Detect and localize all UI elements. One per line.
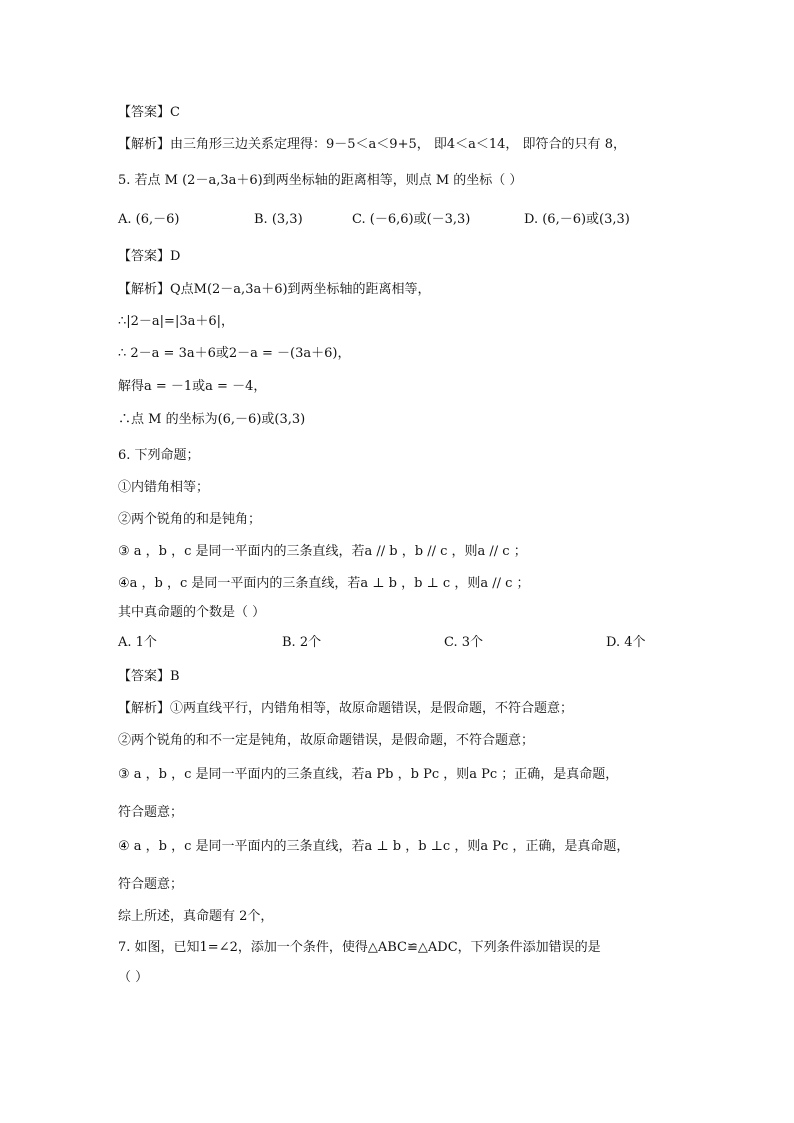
text-line-l6: 【解析】Q点M(2－a,3a＋6)到两坐标轴的距离相等， [118, 282, 431, 297]
option-q6d: D. 4个 [606, 635, 646, 650]
text-line-l3: 5. 若点 M (2－a,3a＋6)到两坐标轴的距离相等，则点 M 的坐标（ ） [118, 173, 523, 188]
text-line-l21: ③ a ，b ，c 是同一平面内的三条直线，若a Pb ，b Pc ，则a Pc ；正确，是真命题， [118, 767, 619, 782]
text-line-l19: 【解析】①两直线平行，内错角相等，故原命题错误，是假命题，不符合题意； [118, 701, 574, 716]
text-line-l11: 6. 下列命题； [118, 448, 200, 463]
text-line-l1: 【答案】C [118, 105, 180, 120]
text-line-l13: ②两个锐角的和是钝角； [118, 512, 262, 527]
text-line-l20: ②两个锐角的和不一定是钝角，故原命题错误，是假命题，不符合题意； [118, 733, 535, 748]
text-line-l8: ∴ 2－a = 3a＋6或2－a = －(3a＋6)， [118, 346, 351, 361]
text-line-l26: 7. 如图，已知1=∠2，添加一个条件，使得△ABC≌△ADC，下列条件添加错误的是 [118, 940, 601, 955]
text-line-l18: 【答案】B [118, 669, 180, 684]
option-q6b: B. 2个 [282, 635, 322, 650]
text-line-l12: ①内错角相等； [118, 480, 210, 495]
option-q5b: B. (3,3) [254, 212, 303, 227]
text-line-l15: ④a ，b ，c 是同一平面内的三条直线，若a ⊥ b ，b ⊥ c ，则a // c ； [118, 576, 530, 591]
text-line-l9: 解得a = －1或a = －4， [118, 379, 267, 394]
text-line-l24: 符合题意； [118, 877, 184, 892]
option-q5d: D. (6,－6)或(3,3) [524, 212, 630, 227]
text-line-l22: 符合题意； [118, 805, 184, 820]
text-line-l16: 其中真命题的个数是（ ） [118, 605, 266, 620]
text-line-l7: ∴|2－a|=|3a＋6|， [118, 314, 234, 329]
option-q5a: A. (6,－6) [118, 212, 180, 227]
text-line-l25: 综上所述，真命题有 2个， [118, 909, 274, 924]
text-line-l5: 【答案】D [118, 249, 181, 264]
text-line-l27: （ ） [118, 970, 149, 985]
option-q6a: A. 1个 [118, 635, 157, 650]
text-line-l10: ∴点 M 的坐标为(6,－6)或(3,3) [118, 412, 306, 427]
option-q6c: C. 3个 [444, 635, 484, 650]
text-line-l23: ④ a ，b ，c 是同一平面内的三条直线，若a ⊥ b ，b ⊥c ，则a Pc ，正确，是真命题， [118, 839, 630, 854]
text-line-l14: ③ a ，b ，c 是同一平面内的三条直线，若a // b ，b // c ，则a // c ； [118, 544, 527, 559]
option-q5c: C. (－6,6)或(－3,3) [352, 212, 471, 227]
text-line-l2: 【解析】由三角形三边关系定理得：9－5＜a＜9+5， 即4＜a＜14， 即符合的只有 8， [118, 137, 626, 152]
